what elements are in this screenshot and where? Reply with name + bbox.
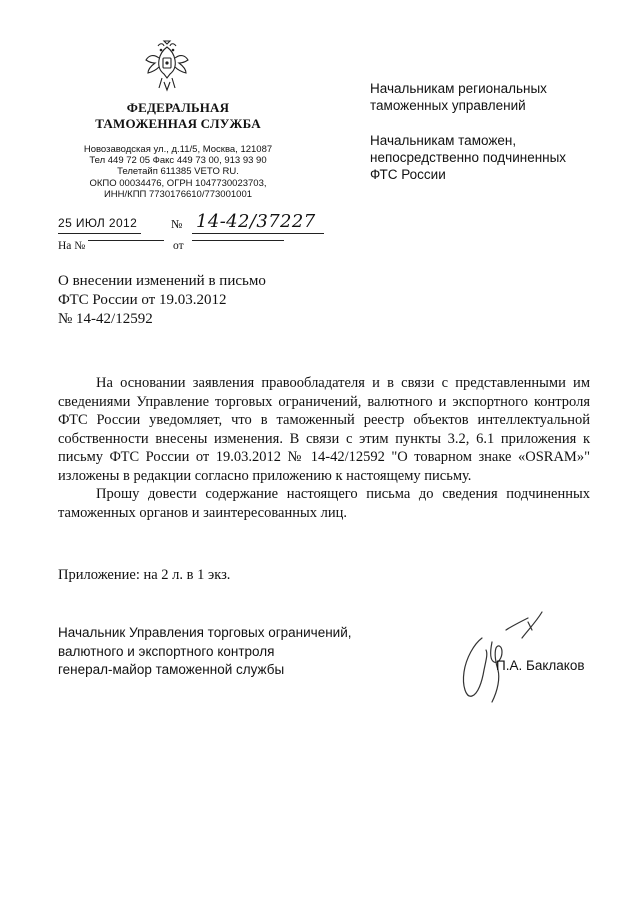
addressee-line2: таможенных управлений [370,98,526,113]
signer-title [58,624,378,680]
addressee-line5: ФТС России [370,167,446,182]
letter-subject [58,272,358,329]
subject-line2: ФТС России от 19.03.2012 [58,292,227,308]
number-underline [192,233,324,234]
registration-row [58,211,328,234]
reference-number-line [88,240,164,241]
appendix-note: Приложение: на 2 л. в 1 экз. [58,567,231,583]
addressee-line3: Начальникам таможен, [370,133,517,148]
body-paragraph-2: Прошу довести содержание настоящего письма до сведения подчиненных таможенных органов и заинтересованных лиц. [58,486,590,521]
subject-line3: № 14-42/12592 [58,311,153,327]
organization-name [60,100,296,132]
org-name-line2: ТАМОЖЕННАЯ СЛУЖБА [95,116,261,131]
org-inn-kpp: ИНН/КПП 7730176610/773001001 [103,188,253,200]
org-address: Новозаводская ул., д.11/5, Москва, 121087 [83,144,273,155]
number-label: № [171,217,183,231]
letter-body [58,374,590,522]
body-paragraph-1: На основании заявления правообладателя и в связи с представленными им сведениями Управление торговых ограничений, валютного и экспортного контроля ФТС России уведомляет, что в таможенный реестр объектов интеллектуальной собственности внесены изменения. В связи с этим пункты 3.2, 6.1 приложения к письму ФТС России от 19.03.2012 № 14-42/12592 "О товарном знаке «OSRAM»" изложены в редакции согласно приложению к настоящему письму. [58,375,590,484]
reference-number-label: На № [58,240,86,252]
org-okpo-ogrn: ОКПО 00034476, ОГРН 1047730023703, [89,177,267,189]
coat-of-arms-icon [144,38,190,94]
addressee-line4: непосредственно подчиненных [370,150,567,165]
org-name-line1: ФЕДЕРАЛЬНАЯ [126,100,230,115]
signer-name: П.А. Баклаков [496,658,585,673]
signer-line1: Начальник Управления торговых ограничений, [58,625,352,640]
reference-date-line [192,240,284,241]
reference-row [58,240,328,258]
addressee-line1: Начальникам региональных [370,81,547,96]
reference-date-label: от [173,240,184,252]
org-teletype: Телетайп 611385 VETO RU. [117,166,239,178]
date-underline [58,233,141,234]
registration-number: 14-42/37227 [196,211,316,232]
registration-date: 25 ИЮЛ 2012 [58,216,138,230]
signer-line2: валютного и экспортного контроля [58,643,275,659]
subject-line1: О внесении изменений в письмо [58,273,266,289]
org-phones: Тел 449 72 05 Факс 449 73 00, 913 93 90 [89,155,267,167]
organization-details [40,144,316,200]
signer-line3: генерал-майор таможенной службы [58,662,285,677]
addressee-block [370,80,600,183]
